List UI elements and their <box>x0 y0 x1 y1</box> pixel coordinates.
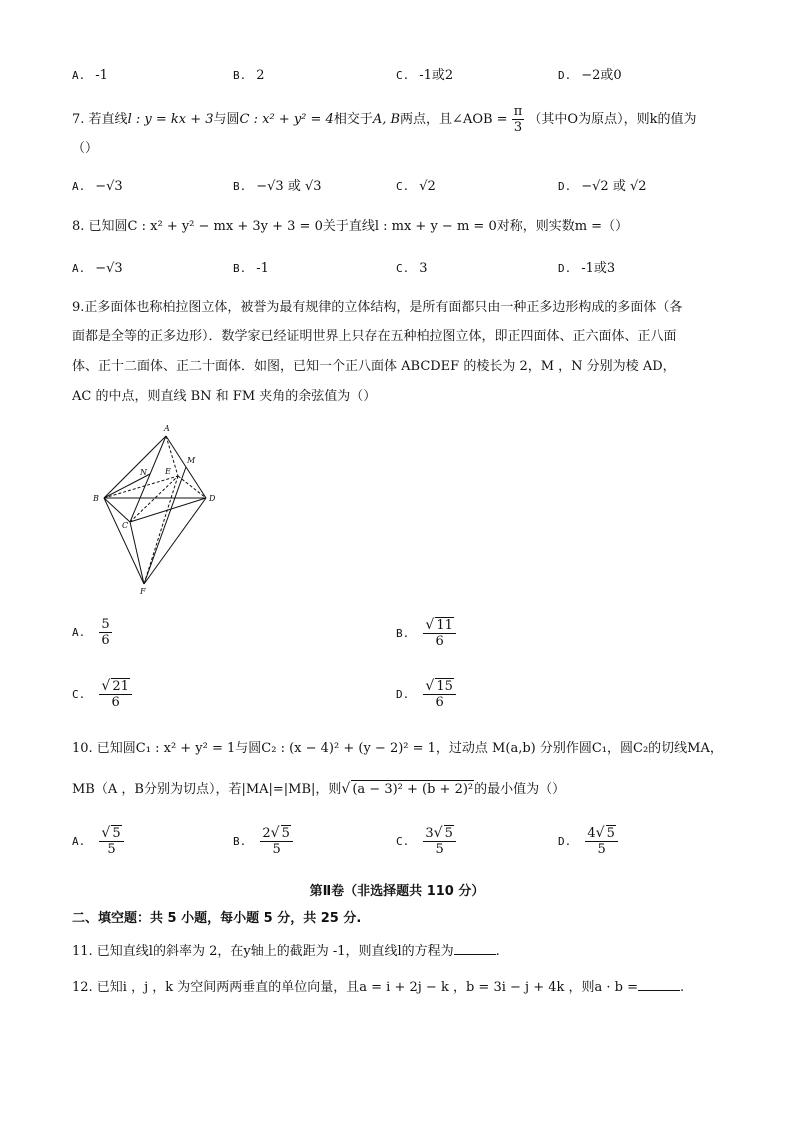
q8-option-b[interactable]: B. -1 <box>233 261 269 276</box>
octahedron-figure <box>88 418 228 598</box>
q12-answer-blank[interactable] <box>638 978 680 991</box>
q9-line-2: 面都是全等的正多边形）．数学家已经证明世界上只存在五种柏拉图立体，即正四面体、正六面体、正八面 <box>72 329 677 344</box>
edge-ac <box>130 436 166 522</box>
q10-option-c[interactable]: C. $\frac{3√ 5}{5}$ <box>396 825 456 857</box>
q10-line-2: MB（A ，B分别为切点），若|MA|=|MB|，则√ (a − 3)² + (b + 2)²的最小值为（） <box>72 781 566 797</box>
q9-line-3: 体、正十二面体、正二十面体．如图，已知一个正八面体 ABCDEF 的棱长为 2，M ，N 分别为棱 AD， <box>72 359 676 374</box>
q7-option-c[interactable]: C. √2 <box>396 179 436 194</box>
edge-de <box>178 476 206 498</box>
q6-option-a[interactable]: A. -1 <box>72 68 108 83</box>
edge-df <box>144 498 206 584</box>
q9-option-a[interactable]: A. $\frac{5}{6}$ <box>72 617 110 648</box>
edge-cf <box>130 522 144 584</box>
line-fm <box>144 467 186 584</box>
angle-fraction: $\frac{\pi}{3}$ <box>513 104 523 135</box>
label-d: D <box>209 494 216 503</box>
q8-question: 8. 已知圆C : x² + y² − mx + 3y + 3 = 0关于直线l : mx + y − m = 0对称，则实数m =（） <box>72 219 629 234</box>
label-m: M <box>187 456 196 465</box>
label-c: C <box>122 521 129 530</box>
q7-option-a[interactable]: A. −√3 <box>72 179 123 194</box>
edge-bf <box>104 498 144 584</box>
label-a: A <box>164 424 170 433</box>
q7-paren: （） <box>72 141 99 156</box>
section-2-heading: 二、填空题：共 5 小题，每小题 5 分，共 25 分. <box>72 911 362 926</box>
label-f: F <box>140 587 146 596</box>
q6-option-d[interactable]: D. −2或0 <box>558 68 622 83</box>
edge-bc <box>104 498 130 522</box>
q6-option-b[interactable]: B. 2 <box>233 68 265 83</box>
q9-option-c[interactable]: C. $\frac{√ 21}{6}$ <box>72 678 132 710</box>
q8-option-a[interactable]: A. −√3 <box>72 261 123 276</box>
label-e: E <box>165 467 171 476</box>
q10-option-d[interactable]: D. $\frac{4√ 5}{5}$ <box>558 825 618 857</box>
q8-option-c[interactable]: C. 3 <box>396 261 428 276</box>
q7-option-d[interactable]: D. −√2 或 √2 <box>558 179 647 194</box>
q8-option-d[interactable]: D. -1或3 <box>558 261 616 276</box>
q11-answer-blank[interactable] <box>454 942 496 955</box>
q7-option-b[interactable]: B. −√3 或 √3 <box>233 179 322 194</box>
q9-line-1: 9.正多面体也称柏拉图立体，被誉为最有规律的立体结构，是所有面都只由一种正多边形构成的多面体（各 <box>72 300 683 315</box>
q9-option-d[interactable]: D. $\frac{√ 15}{6}$ <box>396 678 456 710</box>
q12-question: 12. 已知i ，j ，k 为空间两两垂直的单位向量，且a = i + 2j − k ，b = 3i − j + 4k ，则a · b = . <box>72 980 685 995</box>
edge-ef <box>144 476 178 584</box>
q9-line-4: AC 的中点，则直线 BN 和 FM 夹角的余弦值为（） <box>72 389 377 404</box>
q6-option-c[interactable]: C. -1或2 <box>396 68 454 83</box>
q10-option-b[interactable]: B. $\frac{2√ 5}{5}$ <box>233 825 293 857</box>
section-2-title: 第Ⅱ卷（非选择题共 110 分） <box>309 884 485 899</box>
q11-question: 11. 已知直线l的斜率为 2，在y轴上的截距为 -1，则直线l的方程为 . <box>72 944 500 959</box>
q7-question: 7. 若直线l : y = kx + 3与圆C : x² + y² = 4相交于A, B两点，且∠AOB = $\frac{\pi}{3}$ （其中O为原点），则k的值为 <box>72 104 697 135</box>
q10-option-a[interactable]: A. $\frac{√ 5}{5}$ <box>72 825 124 857</box>
q10-line-1: 10. 已知圆C₁ : x² + y² = 1与圆C₂ : (x − 4)² + (y − 2)² = 1，过动点 M(a,b) 分别作圆C₁，圆C₂的切线MA， <box>72 741 723 756</box>
label-b: B <box>93 494 99 503</box>
label-n: N <box>140 468 147 477</box>
q9-option-b[interactable]: B. $\frac{√ 11}{6}$ <box>396 617 456 649</box>
